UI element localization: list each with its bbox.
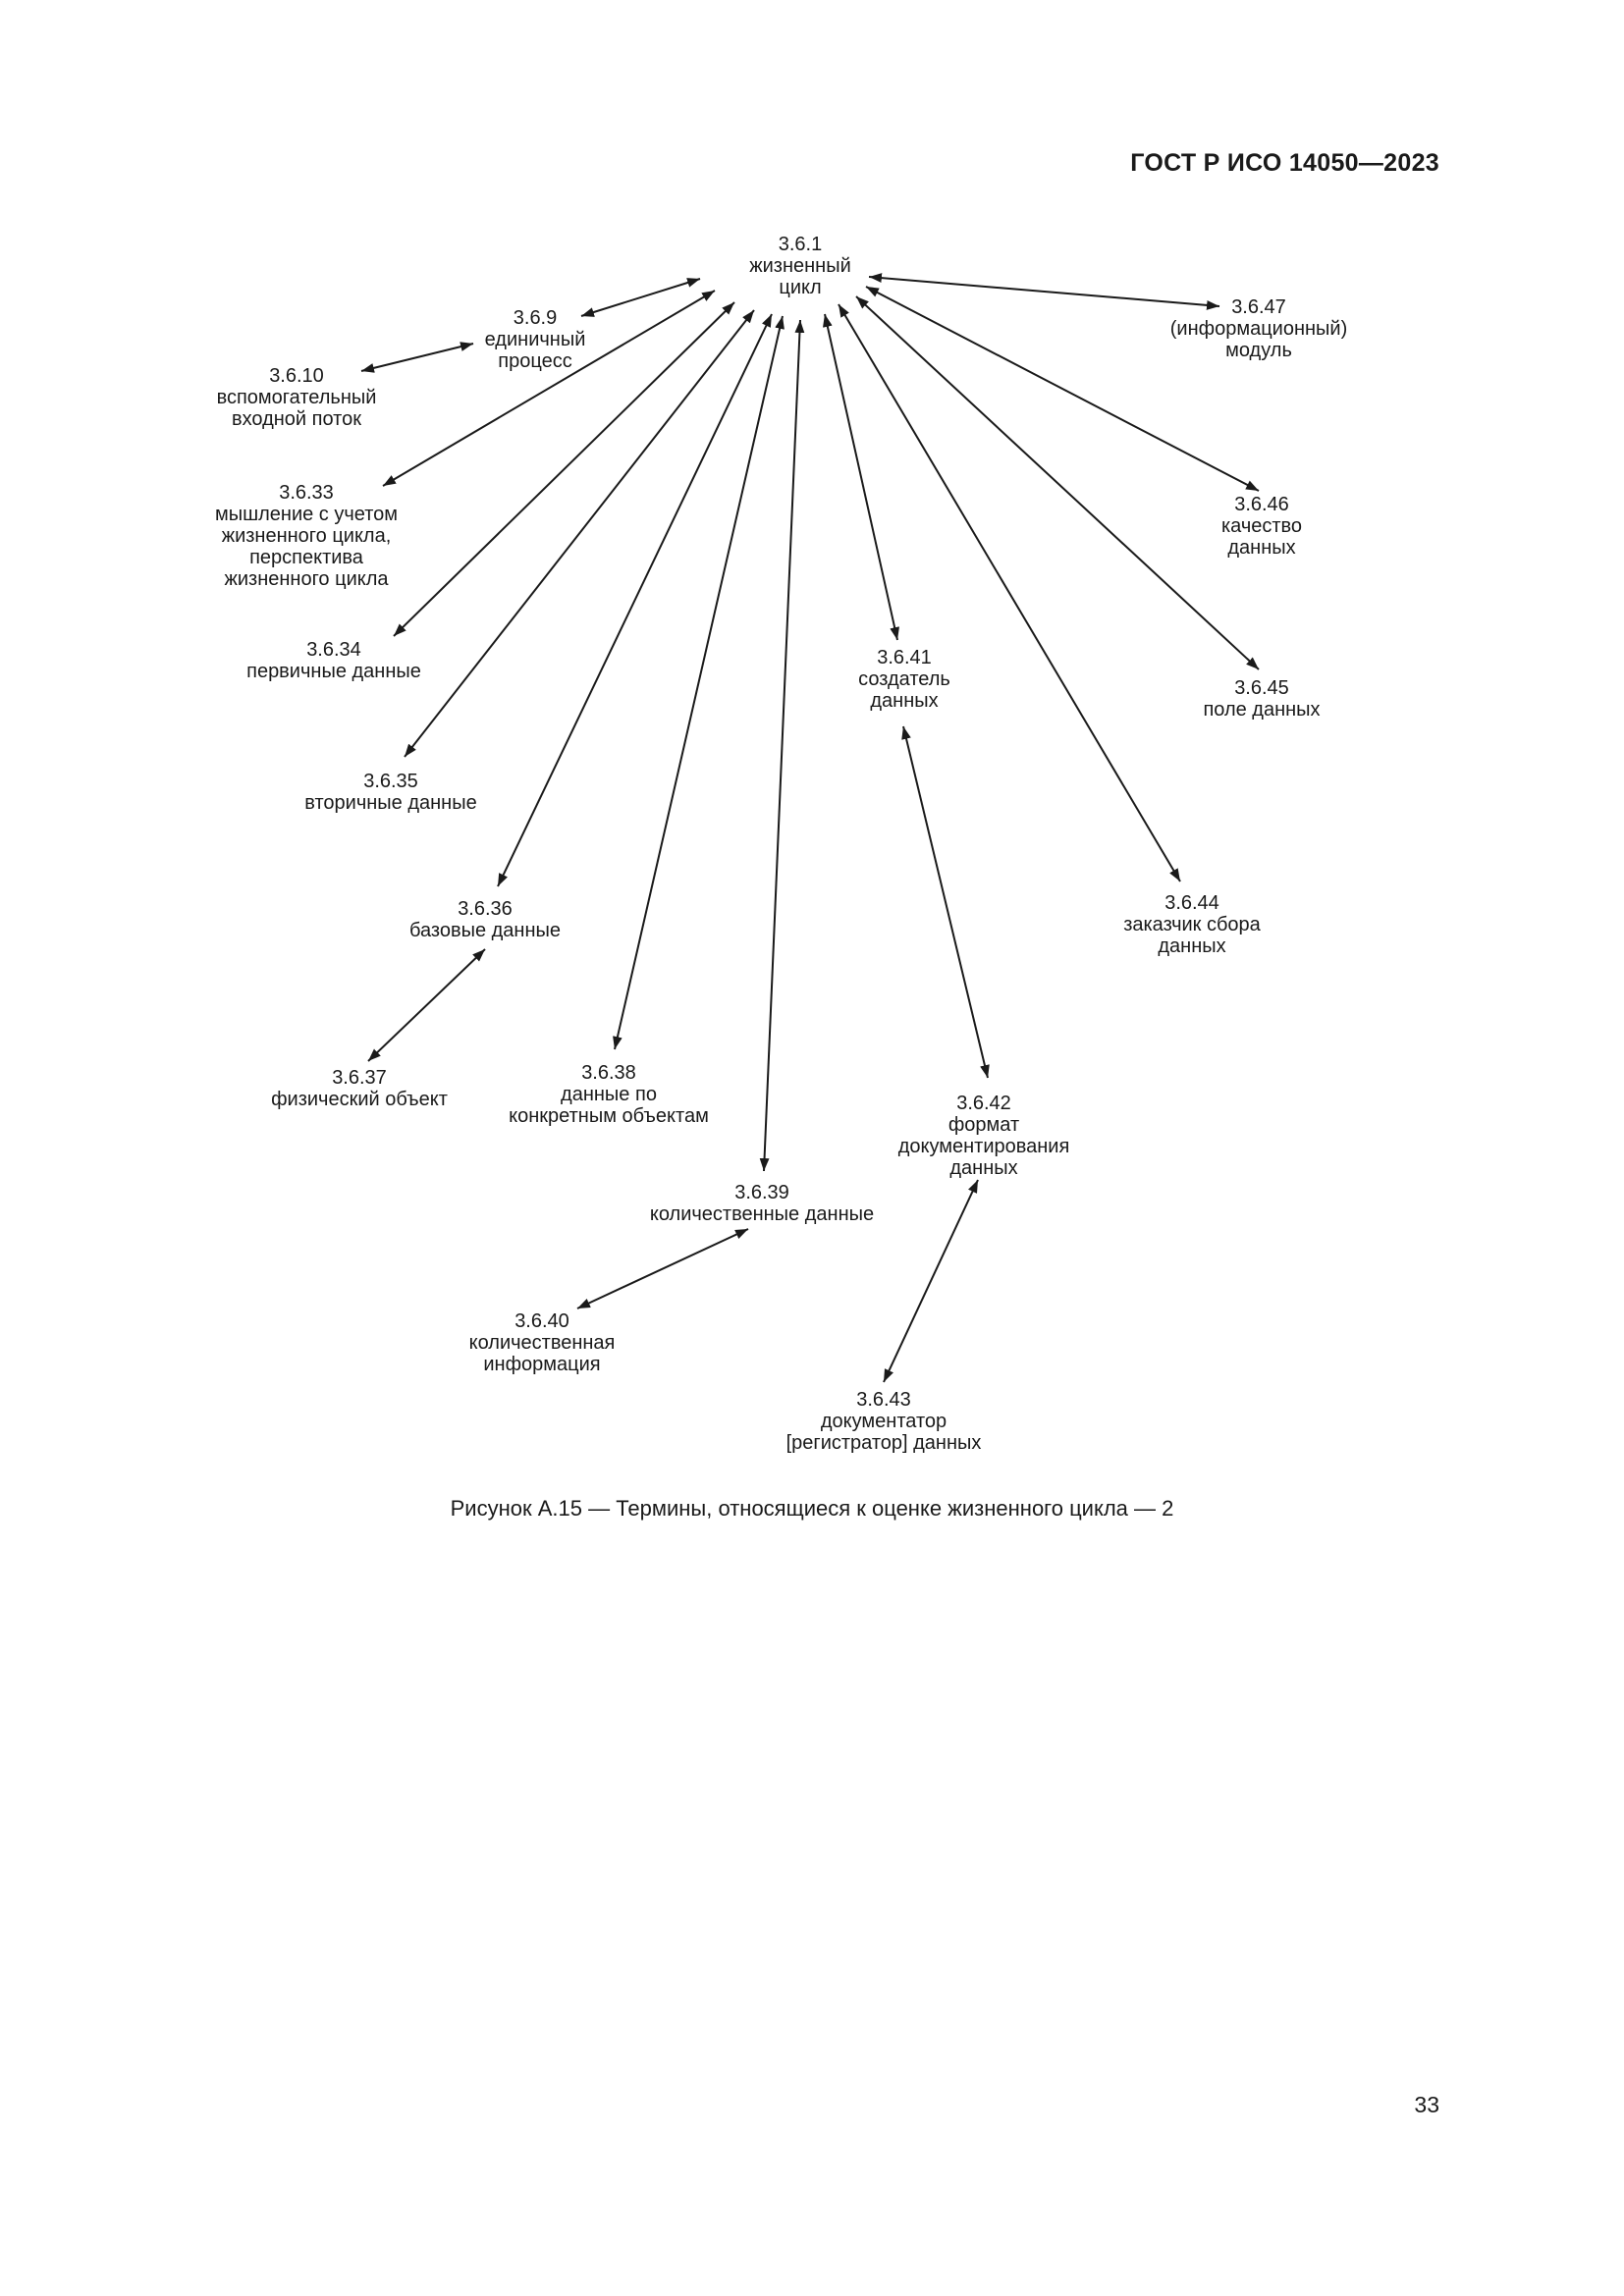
term-code: 3.6.37	[332, 1067, 387, 1089]
term-center	[749, 234, 851, 298]
term-label-line: процесс	[498, 350, 572, 372]
term-code: 3.6.38	[581, 1062, 636, 1084]
term-label-line: модуль	[1225, 340, 1292, 361]
term-label-line: (информационный)	[1169, 318, 1348, 340]
term-code: 3.6.1	[778, 234, 823, 255]
term-label-line: данные по	[561, 1084, 657, 1105]
term-3-6-37	[271, 1067, 448, 1110]
term-label-line: перспектива	[249, 547, 363, 568]
term-code: 3.6.33	[279, 482, 334, 504]
term-3-6-36	[409, 898, 561, 941]
term-label-line: жизненного цикла	[224, 568, 389, 590]
term-label-line: количественные данные	[649, 1203, 875, 1225]
term-code: 3.6.47	[1231, 296, 1286, 318]
term-code: 3.6.40	[514, 1310, 569, 1332]
arrow-3-6-1-to-3-6-47	[869, 277, 1219, 306]
term-code: 3.6.44	[1164, 892, 1219, 914]
term-label-line: поле данных	[1203, 699, 1321, 721]
term-3-6-43	[786, 1389, 982, 1454]
term-3-6-38	[509, 1062, 709, 1127]
term-3-6-34	[246, 639, 421, 682]
term-code: 3.6.35	[363, 771, 418, 792]
term-label-line: документатор	[820, 1411, 947, 1432]
arrow-3-6-36-to-3-6-37	[368, 949, 485, 1061]
term-code: 3.6.34	[306, 639, 361, 661]
term-code: 3.6.36	[458, 898, 513, 920]
term-3-6-40	[469, 1310, 616, 1375]
arrow-3-6-9-to-3-6-10	[361, 344, 473, 371]
term-3-6-10	[217, 365, 377, 430]
term-3-6-41	[858, 647, 950, 712]
term-code: 3.6.10	[269, 365, 324, 387]
term-label-line: создатель	[858, 668, 950, 690]
arrow-3-6-1-to-3-6-41	[825, 314, 897, 640]
term-label-line: формат	[947, 1114, 1020, 1136]
term-label-line: мышление с учетом	[214, 504, 399, 525]
term-3-6-35	[304, 771, 476, 814]
term-label-line: количественная	[468, 1332, 616, 1354]
term-label-line: конкретным объектам	[509, 1105, 709, 1127]
term-label-line: базовые данные	[408, 920, 562, 941]
term-3-6-45	[1203, 677, 1320, 721]
term-code: 3.6.46	[1234, 494, 1289, 515]
term-3-6-9	[485, 307, 586, 372]
term-code: 3.6.43	[856, 1389, 911, 1411]
term-label-line: входной поток	[232, 408, 361, 430]
term-label-line: качество	[1220, 515, 1303, 537]
term-label-line: данных	[949, 1157, 1018, 1179]
term-label-line: вторичные данные	[304, 792, 477, 814]
term-3-6-46	[1221, 494, 1302, 559]
arrow-3-6-1-to-3-6-44	[839, 304, 1180, 881]
arrow-3-6-1-to-3-6-38	[615, 316, 783, 1049]
term-label-line: данных	[1158, 935, 1226, 957]
term-code: 3.6.9	[513, 307, 558, 329]
term-label-line: физический объект	[271, 1089, 448, 1110]
term-3-6-44	[1123, 892, 1261, 957]
term-label-line: заказчик сбора	[1123, 914, 1261, 935]
term-label-line: цикл	[779, 277, 822, 298]
term-label-line: первичные данные	[246, 661, 421, 682]
document-header: ГОСТ Р ИСО 14050—2023	[1130, 149, 1439, 177]
arrow-3-6-1-to-3-6-35	[405, 310, 754, 757]
term-code: 3.6.39	[734, 1182, 789, 1203]
term-3-6-42	[898, 1093, 1070, 1179]
term-label-line: жизненный	[749, 255, 851, 277]
arrow-3-6-41-to-3-6-42	[903, 726, 988, 1078]
term-label-line: данных	[1227, 537, 1296, 559]
arrow-3-6-39-to-3-6-40	[577, 1229, 748, 1308]
term-label-line: [регистратор] данных	[785, 1432, 982, 1454]
term-code: 3.6.45	[1234, 677, 1289, 699]
page-number: 33	[1414, 2092, 1439, 2117]
term-label-line: вспомогательный	[216, 387, 377, 408]
term-code: 3.6.42	[956, 1093, 1011, 1114]
term-3-6-47	[1170, 296, 1348, 361]
term-label-line: данных	[870, 690, 939, 712]
term-code: 3.6.41	[877, 647, 932, 668]
term-label-line: информация	[483, 1354, 601, 1375]
arrow-3-6-1-to-3-6-39	[764, 320, 800, 1171]
term-3-6-33	[215, 482, 398, 590]
term-label-line: жизненного цикла,	[221, 525, 392, 547]
term-3-6-39	[650, 1182, 874, 1225]
term-label-line: единичный	[484, 329, 586, 350]
arrow-3-6-42-to-3-6-43	[884, 1180, 978, 1382]
figure-caption: Рисунок А.15 — Термины, относящиеся к оценке жизненного цикла — 2	[450, 1496, 1174, 1521]
term-label-line: документирования	[897, 1136, 1070, 1157]
